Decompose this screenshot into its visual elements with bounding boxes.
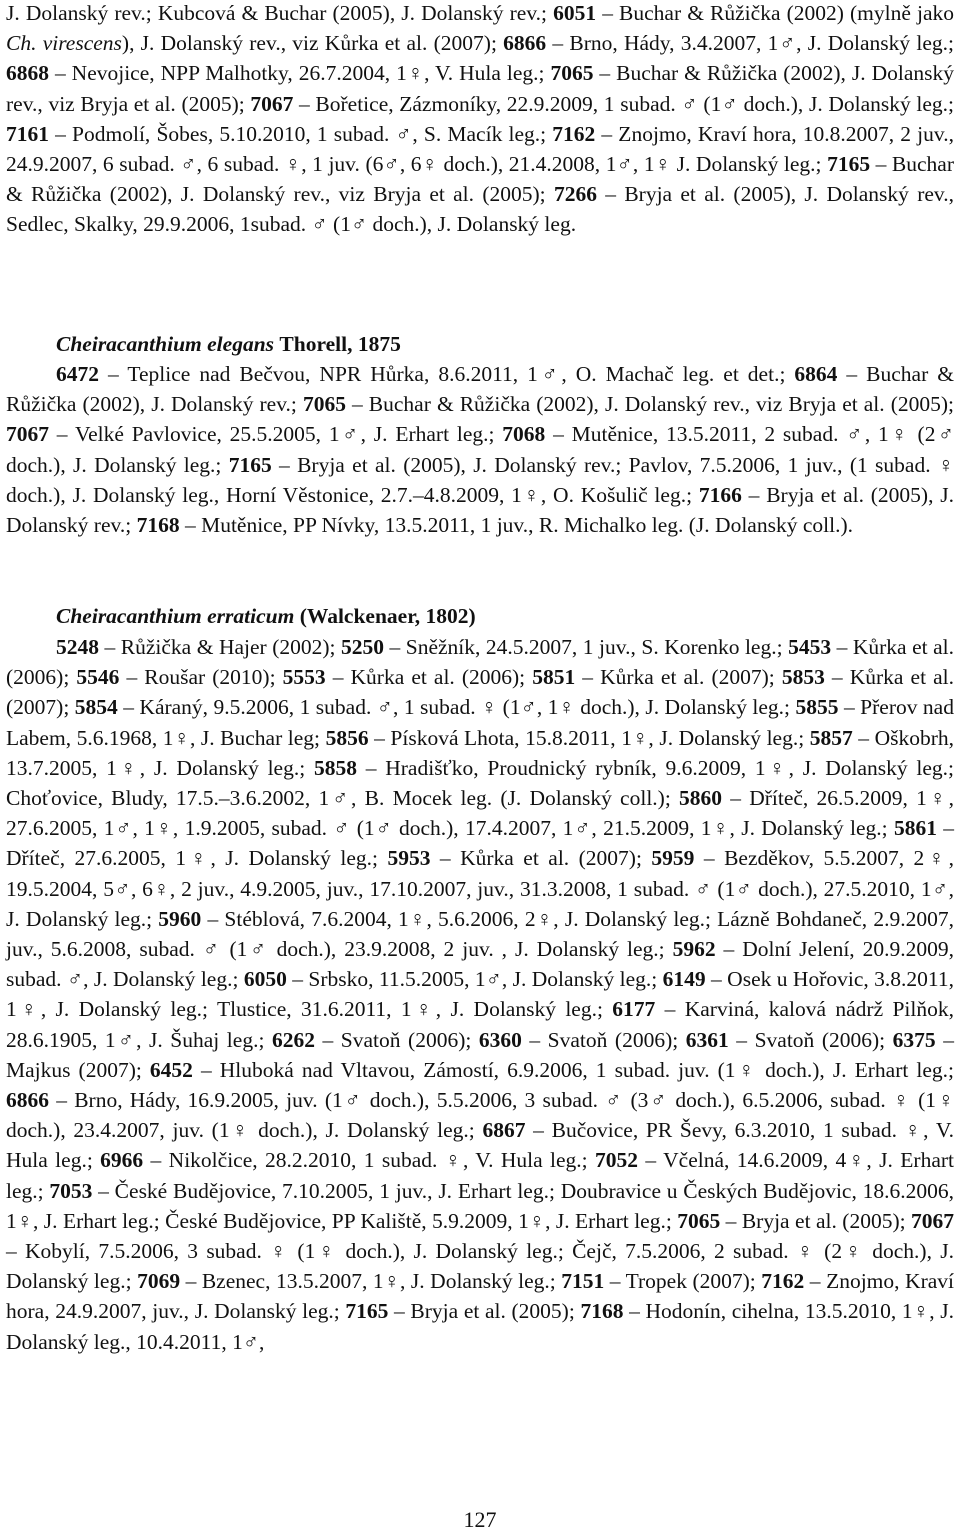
species-records-elegans: 6472 – Teplice nad Bečvou, NPR Hůrka, 8.6.2011, 1♂, O. Machač leg. et det.; 6864 – Buchar & Růžička (2002), J. Dolanský rev.; 7065 – Buchar & Růžička (2002), J. Dolanský rev., viz Bryja et al. (2005); 7067 – Velké Pavlovice, 25.5.2005, 1♂, J. Erhart leg.; 7068 – Mutěnice, 13.5.2011, 2 subad. ♂, 1♀ (2♂ doch.), J. Dolanský leg.; 7165 – Bryja et al. (2005), J. Dolanský rev.; Pavlov, 7.5.2006, 1 juv., (1 subad. ♀ doch.), J. Dolanský leg., Horní Věstonice, 2.7.–4.8.2009, 1♀, O. Košulič leg.; 7166 – Bryja et al. (2005), J. Dolanský rev.; 7168 – Mutěnice, PP Nívky, 13.5.2011, 1 juv., R. Michalko leg. (J. Dolanský coll.). <box>6 362 955 538</box>
species-name: Cheiracanthium elegans <box>56 332 275 356</box>
species-name: Cheiracanthium erraticum <box>56 604 295 628</box>
species-heading-elegans <box>56 329 956 359</box>
species-authority: (Walckenaer, 1802) <box>299 604 476 628</box>
species-authority: Thorell, 1875 <box>279 332 401 356</box>
page-number: 127 <box>463 1507 497 1532</box>
species-heading-erraticum <box>56 601 956 631</box>
species-records-erraticum: 5248 – Růžička & Hajer (2002); 5250 – Sněžník, 24.5.2007, 1 juv., S. Korenko leg.; 5453 – Kůrka et al. (2006); 5546 – Roušar (2010); 5553 – Kůrka et al. (2006); 5851 – Kůrka et al. (2007); 5853 – Kůrka et al. (2007); 5854 – Káraný, 9.5.2006, 1 subad. ♂, 1 subad. ♀ (1♂, 1♀ doch.), J. Dolanský leg.; 5855 – Přerov nad Labem, 5.6.1968, 1♀, J. Buchar leg; 5856 – Písková Lhota, 15.8.2011, 1♀, J. Dolanský leg.; 5857 – Oškobrh, 13.7.2005, 1♀, J. Dolanský leg.; 5858 – Hradišťko, Proudnický rybník, 9.6.2009, 1♀, J. Dolanský leg.; Choťovice, Bludy, 17.5.–3.6.2002, 1♂, B. Mocek leg. (J. Dolanský coll.); 5860 – Dříteč, 26.5.2009, 1♀, 27.6.2005, 1♂, 1♀, 1.9.2005, subad. ♂ (1♂ doch.), 17.4.2007, 1♂, 21.5.2009, 1♀, J. Dolanský leg.; 5861 – Dříteč, 27.6.2005, 1♀, J. Dolanský leg.; 5953 – Kůrka et al. (2007); 5959 – Bezděkov, 5.5.2007, 2♀, 19.5.2004, 5♂, 6♀, 2 juv., 4.9.2005, juv., 17.10.2007, juv., 31.3.2008, 1 subad. ♂ (1♂ doch.), 27.5.2010, 1♂, J. Dolanský leg.; 5960 – Stéblová, 7.6.2004, 1♀, 5.6.2006, 2♀, J. Dolanský leg.; Lázně Bohdaneč, 2.9.2007, juv., 5.6.2008, subad. ♂ (1♂ doch.), 23.9.2008, 2 juv. , J. Dolanský leg.; 5962 – Dolní Jelení, 20.9.2009, subad. ♂, J. Dolanský leg.; 6050 – Srbsko, 11.5.2005, 1♂, J. Dolanský leg.; 6149 – Osek u Hořovic, 3.8.2011, 1♀, J. Dolanský leg.; Tlustice, 31.6.2011, 1♀, J. Dolanský leg.; 6177 – Karviná, kalová nádrž Pilňok, 28.6.1905, 1♂, J. Šuhaj leg.; 6262 – Svatoň (2006); 6360 – Svatoň (2006); 6361 – Svatoň (2006); 6375 – Majkus (2007); 6452 – Hluboká nad Vltavou, Zámostí, 6.9.2006, 1 subad. juv. (1♀ doch.), J. Erhart leg.; 6866 – Brno, Hády, 16.9.2005, juv. (1♂ doch.), 5.5.2006, 3 subad. ♂ (3♂ doch.), 6.5.2006, subad. ♀ (1♀ doch.), 23.4.2007, juv. (1♀ doch.), J. Dolanský leg.; 6867 – Bučovice, PR Ševy, 6.3.2010, 1 subad. ♀, V. Hula leg.; 6966 – Nikolčice, 28.2.2010, 1 subad. ♀, V. Hula leg.; 7052 – Včelná, 14.6.2009, 4♀, J. Erhart leg.; 7053 – České Budějovice, 7.10.2005, 1 juv., J. Erhart leg.; Doubravice u Českých Budějovic, 18.6.2006, 1♀, J. Erhart leg.; České Budějovice, PP Kaliště, 5.9.2009, 1♀, J. Erhart leg.; 7065 – Bryja et al. (2005); 7067 – Kobylí, 7.5.2006, 3 subad. ♀ (1♀ doch.), J. Dolanský leg.; Čejč, 7.5.2006, 2 subad. ♀ (2♀ doch.), J. Dolanský leg.; 7069 – Bzenec, 13.5.2007, 1♀, J. Dolanský leg.; 7151 – Tropek (2007); 7162 – Znojmo, Kraví hora, 24.9.2007, juv., J. Dolanský leg.; 7165 – Bryja et al. (2005); 7168 – Hodonín, cihelna, 13.5.2010, 1♀, J. Dolanský leg., 10.4.2011, 1♂, <box>6 635 955 1354</box>
continuation-paragraph: J. Dolanský rev.; Kubcová & Buchar (2005), J. Dolanský rev.; 6051 – Buchar & Růžička (2002) (mylně jako Ch. virescens), J. Dolanský rev., viz Kůrka et al. (2007); 6866 – Brno, Hády, 3.4.2007, 1♂, J. Dolanský leg.; 6868 – Nevojice, NPP Malhotky, 26.7.2004, 1♀, V. Hula leg.; 7065 – Buchar & Růžička (2002), J. Dolanský rev., viz Bryja et al. (2005); 7067 – Bořetice, Zázmoníky, 22.9.2009, 1 subad. ♂ (1♂ doch.), J. Dolanský leg.; 7161 – Podmolí, Šobes, 5.10.2010, 1 subad. ♂, S. Macík leg.; 7162 – Znojmo, Kraví hora, 10.8.2007, 2 juv., 24.9.2007, 6 subad. ♂, 6 subad. ♀, 1 juv. (6♂, 6♀ doch.), 21.4.2008, 1♂, 1♀ J. Dolanský leg.; 7165 – Buchar & Růžička (2002), J. Dolanský rev., viz Bryja et al. (2005); 7266 – Bryja et al. (2005), J. Dolanský rev., Sedlec, Skalky, 29.9.2006, 1subad. ♂ (1♂ doch.), J. Dolanský leg. <box>6 1 955 237</box>
